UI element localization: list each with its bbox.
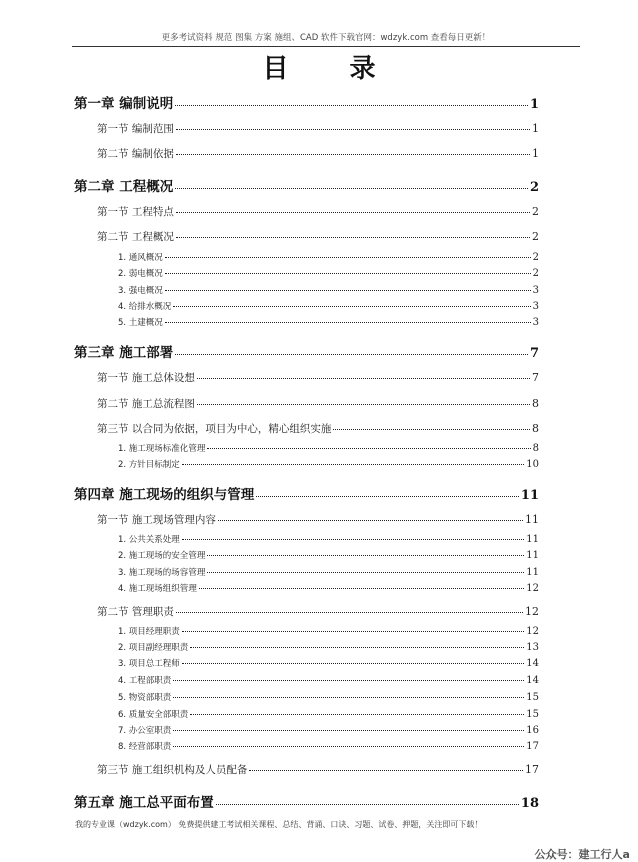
dot-leader <box>173 680 524 681</box>
dot-leader <box>173 306 530 307</box>
dot-leader <box>173 697 524 698</box>
toc-item-row[interactable] <box>118 533 539 545</box>
dot-leader <box>333 429 530 430</box>
toc-page-number: 3 <box>532 285 539 296</box>
toc-entry-label: 第二节 施工总流程图 <box>97 398 195 410</box>
toc-chapter-row[interactable] <box>74 175 539 195</box>
toc-page-number: 2 <box>529 180 539 195</box>
header-divider <box>72 46 580 47</box>
toc-section-row[interactable] <box>97 512 539 527</box>
toc-page-number: 11 <box>525 513 539 526</box>
toc-entry-label: 7. 办公室职责 <box>118 726 172 736</box>
dot-leader <box>182 539 524 540</box>
dot-leader <box>176 154 530 155</box>
toc-page-number: 8 <box>532 422 539 435</box>
page-header: 更多考试资料 规范 图集 方案 施组、CAD 软件下载官网：wdzyk.com 查看每日更新！ <box>161 33 491 43</box>
toc-section-row[interactable] <box>97 396 539 411</box>
toc-page-number: 12 <box>526 583 539 594</box>
toc-page-number: 2 <box>532 268 539 279</box>
toc-entry-label: 第二节 编制依据 <box>97 148 174 160</box>
toc-page-number: 8 <box>532 397 539 410</box>
toc-entry-label: 第二章 工程概况 <box>74 179 174 195</box>
dot-leader <box>165 257 531 258</box>
dot-leader <box>249 770 523 771</box>
toc-entry-label: 第二节 管理职责 <box>97 606 174 618</box>
dot-leader <box>182 464 524 465</box>
toc-item-row[interactable] <box>118 641 539 653</box>
dot-leader <box>175 188 528 189</box>
toc-item-row[interactable] <box>118 300 539 312</box>
toc-item-row[interactable] <box>118 316 539 328</box>
toc-page-number: 11 <box>526 534 539 545</box>
dot-leader <box>165 273 531 274</box>
toc-page-number: 7 <box>529 346 539 361</box>
dot-leader <box>175 354 528 355</box>
toc-entry-label: 2. 弱电概况 <box>118 269 163 279</box>
toc-section-row[interactable] <box>97 146 539 161</box>
toc-page-number: 2 <box>532 230 539 243</box>
dot-leader <box>197 378 530 379</box>
dot-leader <box>256 496 519 497</box>
dot-leader <box>207 572 524 573</box>
toc-item-row[interactable] <box>118 691 539 703</box>
toc-entry-label: 第三章 施工部署 <box>74 345 174 361</box>
toc-page-number: 12 <box>526 626 539 637</box>
dot-leader <box>176 129 530 130</box>
toc-entry-label: 第五章 施工总平面布置 <box>74 795 214 811</box>
toc-page-number: 13 <box>526 642 539 653</box>
toc-entry-label: 4. 施工现场组织管理 <box>118 584 197 594</box>
toc-entry-label: 2. 施工现场的安全管理 <box>118 551 206 561</box>
dot-leader <box>165 322 531 323</box>
dot-leader <box>182 663 524 664</box>
toc-entry-label: 第三节 施工组织机构及人员配备 <box>97 764 248 776</box>
toc-section-row[interactable] <box>97 370 539 385</box>
toc-chapter-row[interactable] <box>74 483 539 503</box>
toc-item-row[interactable] <box>118 284 539 296</box>
dot-leader <box>173 730 524 731</box>
toc-page-number: 1 <box>532 147 539 160</box>
toc-entry-label: 第一节 工程特点 <box>97 206 174 218</box>
toc-entry-label: 5. 物资部职责 <box>118 693 172 703</box>
toc-item-row[interactable] <box>118 657 539 669</box>
toc-page-number: 16 <box>526 725 539 736</box>
toc-item-row[interactable] <box>118 740 539 752</box>
toc-page-number: 14 <box>526 658 539 669</box>
toc-item-row[interactable] <box>118 251 539 263</box>
toc-section-row[interactable] <box>97 121 539 136</box>
toc-section-row[interactable] <box>97 604 539 619</box>
toc-entry-label: 4. 工程部职责 <box>118 676 172 686</box>
toc-entry-label: 第一章 编制说明 <box>74 96 174 112</box>
toc-entry-label: 2. 项目副经理职责 <box>118 643 189 653</box>
dot-leader <box>190 647 524 648</box>
toc-page-number: 18 <box>520 796 539 811</box>
toc-page-number: 1 <box>529 97 539 112</box>
dot-leader <box>216 804 519 805</box>
toc-item-row[interactable] <box>118 566 539 578</box>
toc-entry-label: 第一节 施工现场管理内容 <box>97 514 216 526</box>
toc-page-number: 3 <box>532 317 539 328</box>
toc-page-number: 3 <box>532 301 539 312</box>
toc-page-number: 15 <box>526 692 539 703</box>
toc-section-row[interactable] <box>97 421 539 436</box>
toc-entry-label: 第一节 施工总体设想 <box>97 372 195 384</box>
toc-item-row[interactable] <box>118 549 539 561</box>
toc-item-row[interactable] <box>118 582 539 594</box>
toc-item-row[interactable] <box>118 625 539 637</box>
toc-page-number: 14 <box>526 675 539 686</box>
toc-section-row[interactable] <box>97 204 539 219</box>
toc-entry-label: 1. 通风概况 <box>118 253 163 263</box>
toc-entry-label: 6. 质量安全部职责 <box>118 710 189 720</box>
toc-page-number: 12 <box>525 605 539 618</box>
toc-entry-label: 5. 土建概况 <box>118 318 163 328</box>
toc-page-number: 7 <box>532 371 539 384</box>
dot-leader <box>176 612 523 613</box>
toc-page-number: 2 <box>532 252 539 263</box>
toc-entry-label: 第四章 施工现场的组织与管理 <box>74 487 255 503</box>
toc-item-row[interactable] <box>118 267 539 279</box>
toc-entry-label: 1. 施工现场标准化管理 <box>118 444 206 454</box>
dot-leader <box>207 448 530 449</box>
toc-page-number: 2 <box>532 205 539 218</box>
dot-leader <box>207 555 524 556</box>
toc-section-row[interactable] <box>97 762 539 777</box>
toc-item-row[interactable] <box>118 708 539 720</box>
dot-leader <box>176 237 530 238</box>
dot-leader <box>199 588 524 589</box>
toc-page-number: 11 <box>526 550 539 561</box>
toc-page-number: 8 <box>532 443 539 454</box>
toc-item-row[interactable] <box>118 442 539 454</box>
toc-item-row[interactable] <box>118 724 539 736</box>
page-title: 目 录 <box>262 54 402 84</box>
toc-entry-label: 2. 方针目标制定 <box>118 460 180 470</box>
toc-item-row[interactable] <box>118 674 539 686</box>
toc-entry-label: 3. 施工现场的场容管理 <box>118 568 206 578</box>
dot-leader <box>197 404 530 405</box>
toc-page-number: 11 <box>526 567 539 578</box>
toc-page-number: 15 <box>526 709 539 720</box>
dot-leader <box>175 105 528 106</box>
toc-entry-label: 1. 项目经理职责 <box>118 627 180 637</box>
toc-entry-label: 4. 给排水概况 <box>118 302 172 312</box>
dot-leader <box>176 212 530 213</box>
toc-entry-label: 8. 经营部职责 <box>118 742 172 752</box>
toc-entry-label: 第一节 编制范围 <box>97 123 174 135</box>
toc-page-number: 17 <box>525 763 539 776</box>
dot-leader <box>173 746 524 747</box>
toc-entry-label: 3. 强电概况 <box>118 286 163 296</box>
dot-leader <box>218 520 523 521</box>
toc-entry-label: 1. 公共关系处理 <box>118 535 180 545</box>
toc-page-number: 1 <box>532 122 539 135</box>
toc-entry-label: 第三节 以合同为依据，项目为中心，精心组织实施 <box>97 423 332 435</box>
wechat-watermark: 公众号：建工行人a <box>534 848 630 861</box>
toc-section-row[interactable] <box>97 229 539 244</box>
toc-page-number: 17 <box>526 741 539 752</box>
toc-chapter-row[interactable] <box>74 92 539 112</box>
dot-leader <box>182 631 524 632</box>
dot-leader <box>165 290 531 291</box>
toc-entry-label: 3. 项目总工程师 <box>118 659 180 669</box>
toc-entry-label: 第二节 工程概况 <box>97 231 174 243</box>
toc-chapter-row[interactable] <box>74 341 539 361</box>
toc-page-number: 10 <box>526 459 539 470</box>
dot-leader <box>190 714 524 715</box>
toc-chapter-row[interactable] <box>74 791 539 811</box>
toc-item-row[interactable] <box>118 458 539 470</box>
page-footer: 我的专业课（wdzyk.com） 免费提供建工考试相关课程、总结、背诵、口诀、习题、试卷、押题，关注即可下载！ <box>75 820 483 829</box>
toc-page-number: 11 <box>520 488 539 503</box>
